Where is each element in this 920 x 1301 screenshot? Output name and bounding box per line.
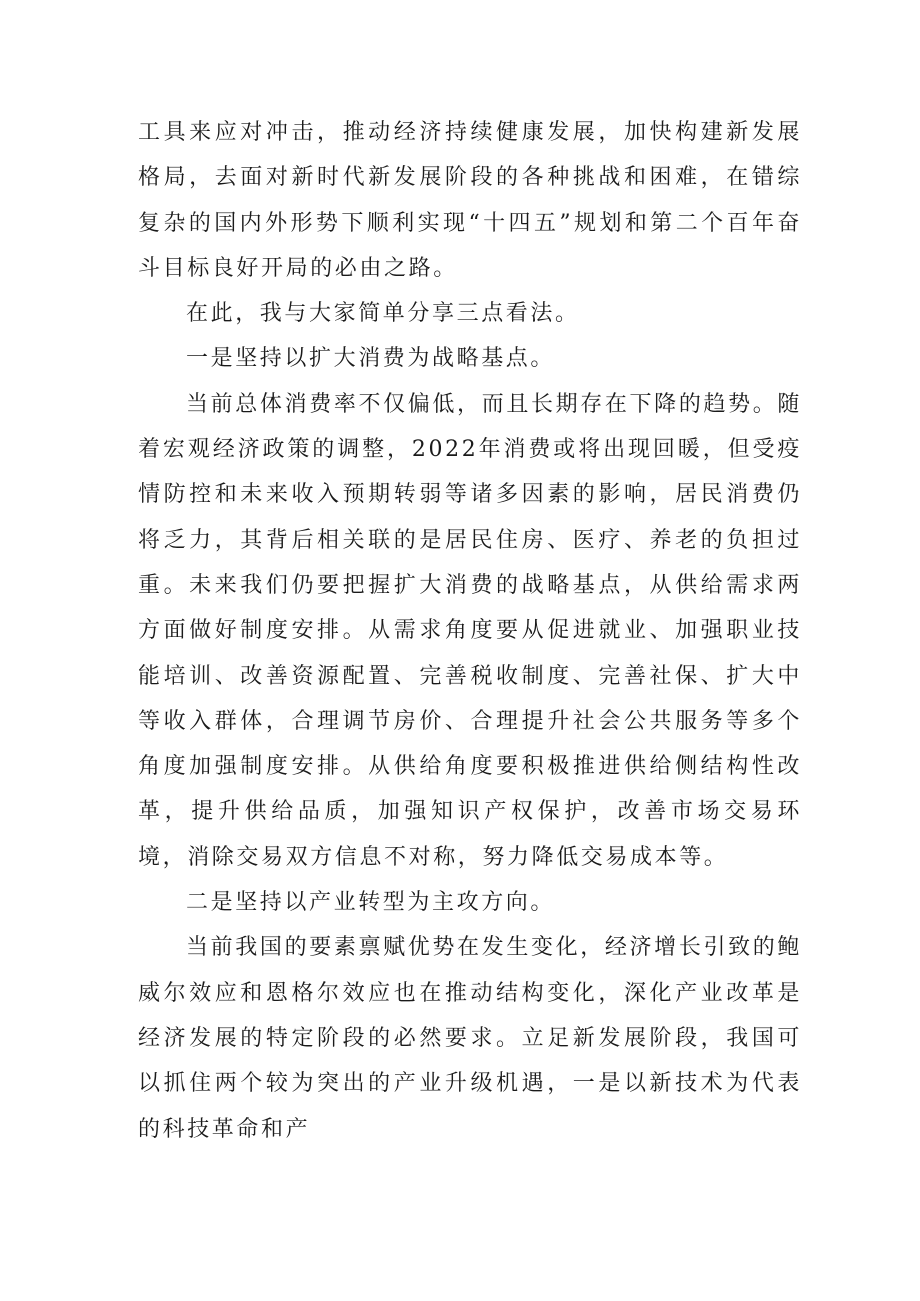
paragraph-continued-opening: 工具来应对冲击，推动经济持续健康发展，加快构建新发展格局，去面对新时代新发展阶段的各种挑战和困难，在错综复杂的国内外形势下顺利实现“十四五”规划和第二个百年奋斗目标良好开局的必由之路。 (138, 120, 802, 281)
paragraph-heading-point-one: 一是坚持以扩大消费为战略基点。 (186, 346, 556, 372)
paragraph-intro-three-views: 在此，我与大家简单分享三点看法。 (186, 301, 580, 327)
paragraph-consumption-body: 当前总体消费率不仅偏低，而且长期存在下降的趋势。随着宏观经济政策的调整，2022年消费或将出现回暖，但受疫情防控和未来收入预期转弱等诸多因素的影响，居民消费仍将乏力，其背后相关联的是居民住房、医疗、养老的负担过重。未来我们仍要把握扩大消费的战略基点，从供给需求两方面做好制度安排。从需求角度要从促进就业、加强职业技能培训、改善资源配置、完善税收制度、完善社保、扩大中等收入群体，合理调节房价、合理提升社会公共服务等多个角度加强制度安排。从供给角度要积极推进供给侧结构性改革，提升供给品质，加强知识产权保护，改善市场交易环境，消除交易双方信息不对称，努力降低交易成本等。 (138, 391, 802, 870)
document-body (138, 110, 802, 1152)
paragraph-heading-point-two: 二是坚持以产业转型为主攻方向。 (186, 890, 556, 916)
paragraph-industry-body: 当前我国的要素禀赋优势在发生变化，经济增长引致的鲍威尔效应和恩格尔效应也在推动结构变化，深化产业改革是经济发展的特定阶段的必然要求。立足新发展阶段，我国可以抓住两个较为突出的产业升级机遇，一是以新技术为代表的科技革命和产 (138, 935, 802, 1142)
